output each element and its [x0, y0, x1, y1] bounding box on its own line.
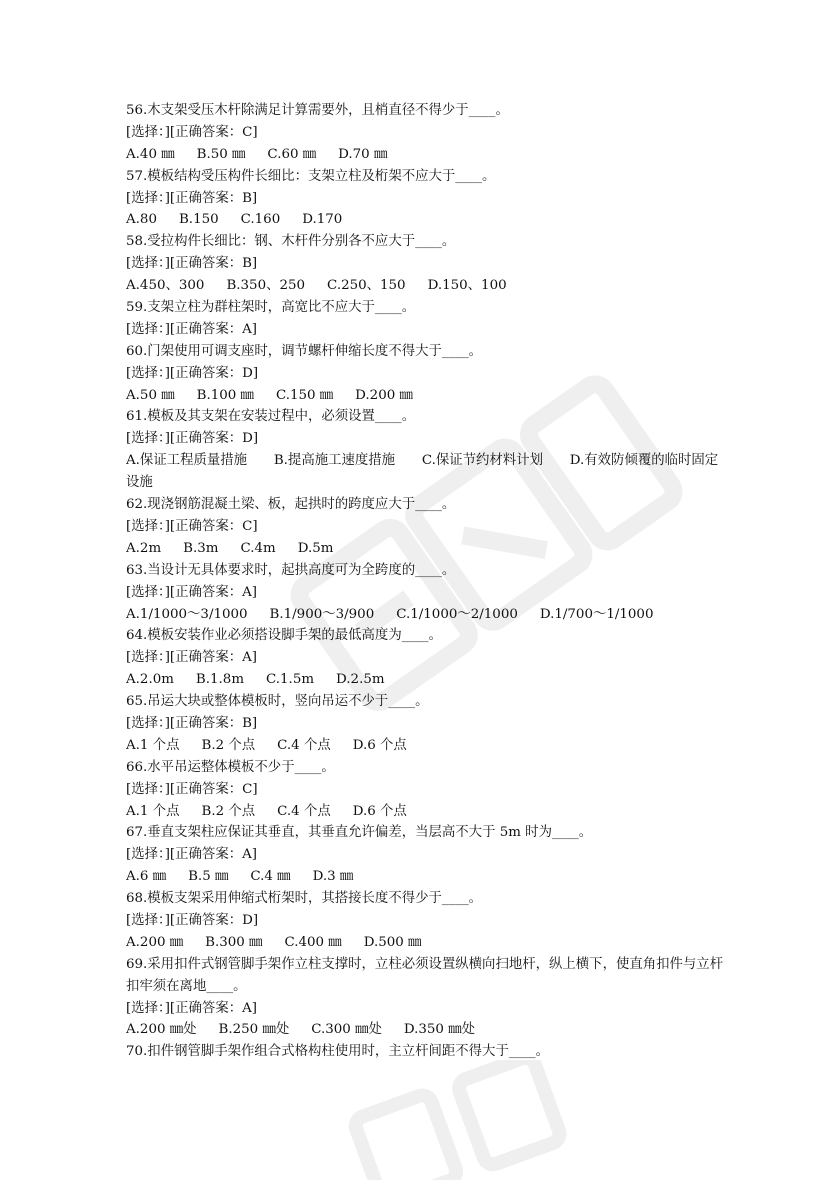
option: A.1 个点 [126, 737, 180, 753]
option: B.350、250 [226, 278, 306, 294]
option: A.40 ㎜ [126, 146, 175, 162]
answer-line: [选择：][正确答案：D] [126, 365, 259, 381]
option: C.4 个点 [277, 803, 331, 819]
option: D.150、100 [427, 278, 507, 294]
question-stem: 64.模板安装作业必须搭设脚手架的最低高度为____。 [126, 628, 442, 644]
question-list [126, 100, 726, 1063]
option: C.1.5m [266, 672, 315, 688]
option: C.300 ㎜处 [311, 1022, 382, 1038]
option: A.2m [126, 540, 162, 556]
options-row [126, 604, 726, 626]
options-row [126, 275, 726, 297]
option: D.200 ㎜ [355, 387, 413, 403]
option: C.400 ㎜ [284, 934, 342, 950]
option: D.500 ㎜ [363, 934, 422, 950]
answer-line: [选择：][正确答案：C] [126, 781, 258, 797]
option: C.60 ㎜ [267, 146, 317, 162]
option: B.5 ㎜ [188, 869, 229, 885]
option: C.150 ㎜ [275, 387, 334, 403]
option: B.100 ㎜ [196, 387, 254, 403]
option: C.160 [240, 212, 281, 228]
option: A.6 ㎜ [126, 869, 167, 885]
question-stem: 61.模板及其支架在安装过程中，必须设置____。 [126, 409, 416, 425]
option: D.5m [297, 540, 334, 556]
question-stem: 59.支架立柱为群柱架时，高宽比不应大于____。 [126, 300, 416, 316]
option: D.6 个点 [352, 803, 407, 819]
option: A.450、300 [126, 278, 205, 294]
answer-line: [选择：][正确答案：B] [126, 715, 258, 731]
option: A.1/1000～3/1000 [126, 606, 248, 622]
option: A.1 个点 [126, 803, 180, 819]
options-paragraph: A.保证工程质量措施 B.提高施工速度措施 C.保证节约材料计划 D.有效防倾覆的临时固定设施 [126, 453, 719, 491]
option: C.1/1000～2/1000 [396, 606, 518, 622]
option: D.170 [302, 212, 343, 228]
question-stem: 67.垂直支架柱应保证其垂直，其垂直允许偏差，当层高不大于 5m 时为____。 [126, 825, 593, 841]
option: B.1/900～3/900 [269, 606, 375, 622]
option: D.70 ㎜ [338, 146, 388, 162]
option: A.50 ㎜ [126, 387, 175, 403]
options-row [126, 538, 726, 560]
question-stem: 66.水平吊运整体模板不少于____。 [126, 759, 335, 775]
option: B.300 ㎜ [205, 934, 263, 950]
option: A.2.0m [126, 672, 174, 688]
option: A.200 ㎜ [126, 934, 184, 950]
answer-line: [选择：][正确答案：A] [126, 321, 257, 337]
answer-line: [选择：][正确答案：D] [126, 912, 259, 928]
answer-line: [选择：][正确答案：C] [126, 124, 258, 140]
question-stem: 62.现浇钢筋混凝土梁、板，起拱时的跨度应大于____。 [126, 497, 456, 513]
answer-line: [选择：][正确答案：C] [126, 518, 258, 534]
option: D.2.5m [336, 672, 385, 688]
option: D.6 个点 [352, 737, 407, 753]
options-row [126, 385, 726, 407]
option: B.1.8m [195, 672, 245, 688]
options-row [126, 866, 726, 888]
options-row [126, 801, 726, 823]
options-row [126, 735, 726, 757]
option: B.250 ㎜处 [218, 1022, 290, 1038]
question-stem: 57.模板结构受压构件长细比：支架立柱及桁架不应大于____。 [126, 168, 496, 184]
option: D.1/700～1/1000 [539, 606, 654, 622]
option: A.200 ㎜处 [126, 1022, 197, 1038]
watermark-logo-bottom [320, 1060, 620, 1180]
answer-line: [选择：][正确答案：B] [126, 190, 258, 206]
answer-line: [选择：][正确答案：A] [126, 650, 257, 666]
answer-line: [选择：][正确答案：A] [126, 847, 257, 863]
options-row [126, 144, 726, 166]
option: B.50 ㎜ [196, 146, 246, 162]
options-row [126, 669, 726, 691]
options-row [126, 1019, 726, 1041]
question-stem: 69.采用扣件式钢管脚手架作立柱支撑时，立柱必须设置纵横向扫地杆，纵上横下，使直角扣件与立杆扣牢须在离地____。 [126, 956, 724, 994]
option: B.150 [178, 212, 219, 228]
answer-line: [选择：][正确答案：A] [126, 584, 257, 600]
answer-line: [选择：][正确答案：A] [126, 1000, 257, 1016]
option: C.4 个点 [277, 737, 331, 753]
option: B.3m [183, 540, 219, 556]
option: D.350 ㎜处 [403, 1022, 475, 1038]
question-stem: 58.受拉构件长细比：钢、木杆件分别各不应大于____。 [126, 234, 456, 250]
option: C.4m [240, 540, 276, 556]
option: B.2 个点 [201, 803, 256, 819]
question-stem: 63.当设计无具体要求时，起拱高度可为全跨度的____。 [126, 562, 456, 578]
question-stem: 68.模板支架采用伸缩式桁架时，其搭接长度不得少于____。 [126, 891, 483, 907]
option: B.2 个点 [201, 737, 256, 753]
option: D.3 ㎜ [312, 869, 354, 885]
option: C.250、150 [327, 278, 406, 294]
answer-line: [选择：][正确答案：B] [126, 256, 258, 272]
options-row [126, 932, 726, 954]
options-row [126, 209, 726, 231]
option: A.80 [126, 212, 157, 228]
answer-line: [选择：][正确答案：D] [126, 431, 259, 447]
option: C.4 ㎜ [250, 869, 291, 885]
question-stem: 65.吊运大块或整体模板时，竖向吊运不少于____。 [126, 694, 429, 710]
question-stem: 56.木支架受压木杆除满足计算需要外，且梢直径不得少于____。 [126, 103, 509, 118]
question-stem: 60.门架使用可调支座时，调节螺杆伸缩长度不得大于____。 [126, 343, 483, 359]
question-stem: 70.扣件钢管脚手架作组合式格构柱使用时，主立杆间距不得大于____。 [126, 1044, 550, 1060]
